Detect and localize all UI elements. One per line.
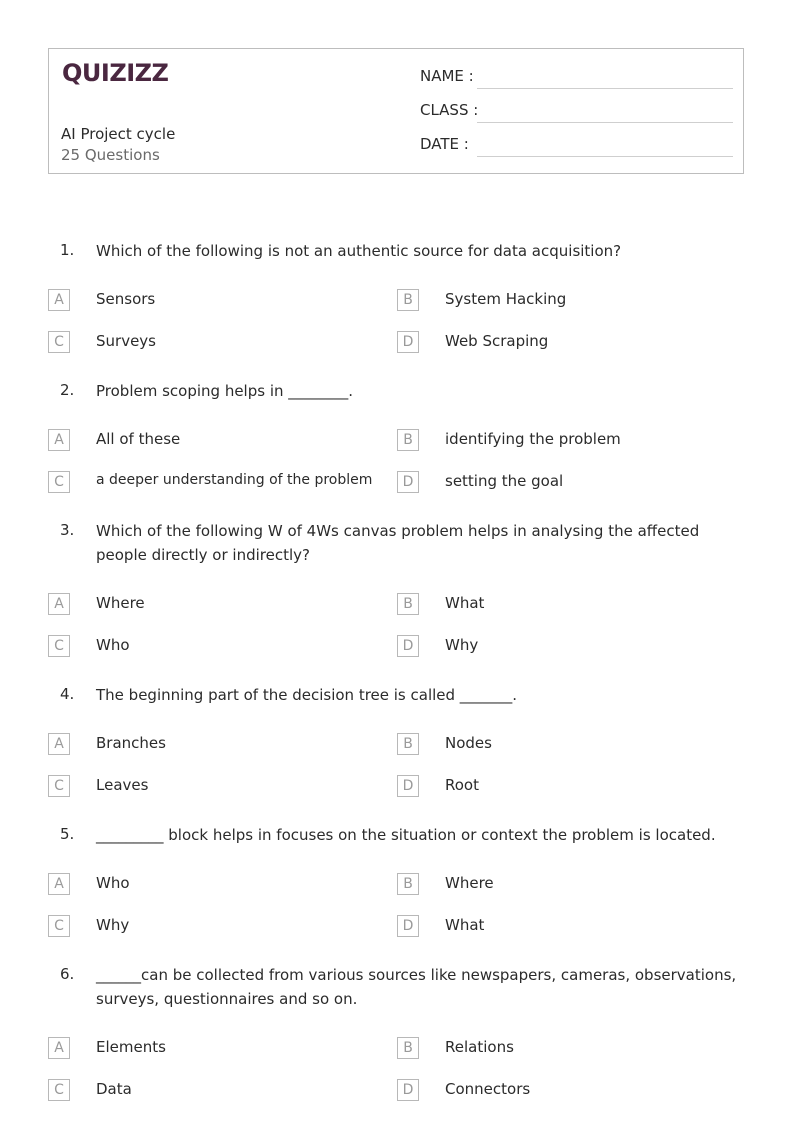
option-a-text: Sensors [96, 290, 156, 308]
quizizz-logo: QUIZIZZ [62, 59, 169, 87]
question-text: _________ block helps in focuses on the situation or context the problem is located. [96, 826, 716, 844]
option-b-text: Nodes [445, 734, 492, 752]
question-number: 2. [60, 381, 75, 399]
option-d-box[interactable]: D [397, 915, 419, 937]
option-b-text: Where [445, 874, 494, 892]
option-a-text: Branches [96, 734, 166, 752]
question-count: 25 Questions [61, 146, 160, 164]
option-b-text: Relations [445, 1038, 514, 1056]
question-text: Problem scoping helps in ________. [96, 382, 354, 400]
date-line[interactable] [477, 156, 733, 157]
option-a-box[interactable]: A [48, 873, 70, 895]
option-a-text: Elements [96, 1038, 166, 1056]
question-text: Which of the following is not an authentic source for data acquisition? [96, 242, 622, 260]
name-line[interactable] [477, 88, 733, 89]
option-a-text: Who [96, 874, 130, 892]
date-label: DATE : [420, 135, 469, 153]
question-number: 1. [60, 241, 75, 259]
option-a-text: Where [96, 594, 145, 612]
name-label: NAME : [420, 67, 474, 85]
option-c-text: Leaves [96, 776, 149, 794]
question-number: 5. [60, 825, 75, 843]
option-d-box[interactable]: D [397, 635, 419, 657]
option-a-box[interactable]: A [48, 429, 70, 451]
class-line[interactable] [477, 122, 733, 123]
option-d-text: Root [445, 776, 479, 794]
option-d-text: Web Scraping [445, 332, 549, 350]
option-c-box[interactable]: C [48, 331, 70, 353]
option-c-box[interactable]: C [48, 775, 70, 797]
option-a-box[interactable]: A [48, 593, 70, 615]
option-d-text: setting the goal [445, 472, 564, 490]
option-d-text: What [445, 916, 485, 934]
option-a-box[interactable]: A [48, 289, 70, 311]
quiz-title: AI Project cycle [61, 125, 176, 143]
option-b-box[interactable]: B [397, 1037, 419, 1059]
option-b-box[interactable]: B [397, 593, 419, 615]
option-d-box[interactable]: D [397, 775, 419, 797]
option-a-text: All of these [96, 430, 181, 448]
option-a-box[interactable]: A [48, 1037, 70, 1059]
option-d-box[interactable]: D [397, 471, 419, 493]
option-c-text: Why [96, 916, 130, 934]
option-d-box[interactable]: D [397, 1079, 419, 1101]
option-b-box[interactable]: B [397, 733, 419, 755]
worksheet-header [48, 48, 744, 174]
option-a-box[interactable]: A [48, 733, 70, 755]
option-c-text: Data [96, 1080, 132, 1098]
option-b-text: System Hacking [445, 290, 567, 308]
option-b-text: identifying the problem [445, 430, 621, 448]
option-b-text: What [445, 594, 485, 612]
option-b-box[interactable]: B [397, 873, 419, 895]
date-field[interactable] [420, 135, 733, 157]
option-d-text: Connectors [445, 1080, 531, 1098]
class-field[interactable] [420, 101, 733, 123]
option-d-box[interactable]: D [397, 331, 419, 353]
option-b-box[interactable]: B [397, 429, 419, 451]
option-c-text: Surveys [96, 332, 156, 350]
question-text: ______can be collected from various sources like newspapers, cameras, observations, surveys, questionnaires and so on. [96, 966, 737, 1008]
option-c-box[interactable]: C [48, 471, 70, 493]
question-text: The beginning part of the decision tree is called _______. [96, 686, 518, 704]
question-number: 6. [60, 965, 75, 983]
option-d-text: Why [445, 636, 479, 654]
class-label: CLASS : [420, 101, 479, 119]
option-b-box[interactable]: B [397, 289, 419, 311]
question-number: 4. [60, 685, 75, 703]
option-c-box[interactable]: C [48, 1079, 70, 1101]
option-c-text: Who [96, 636, 130, 654]
name-field[interactable] [420, 67, 733, 89]
option-c-box[interactable]: C [48, 915, 70, 937]
option-c-box[interactable]: C [48, 635, 70, 657]
option-c-text: a deeper understanding of the problem [96, 472, 373, 488]
question-text: Which of the following W of 4Ws canvas problem helps in analysing the affected people directly or indirectly? [96, 522, 700, 564]
question-number: 3. [60, 521, 75, 539]
